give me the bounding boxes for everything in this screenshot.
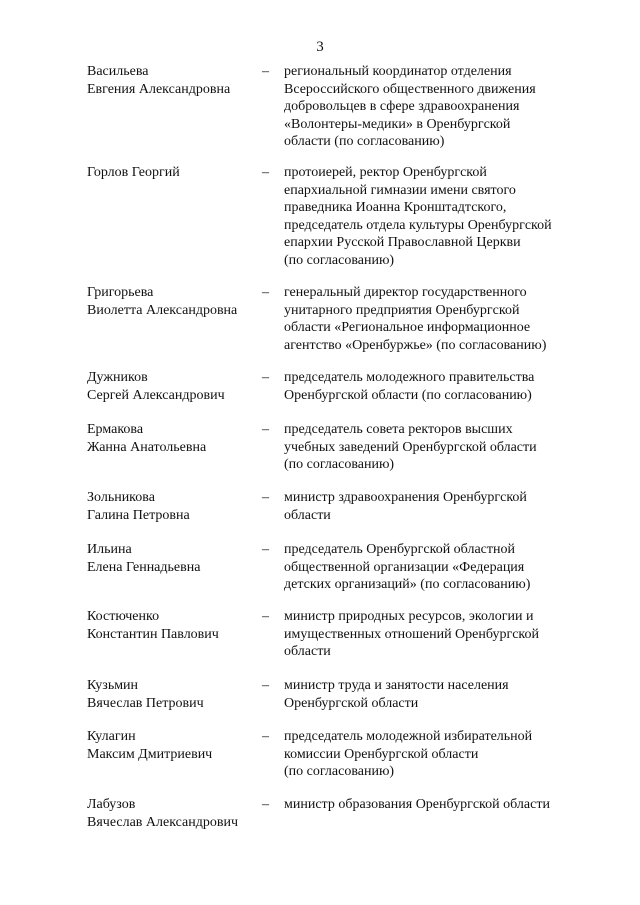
member-surname: Ильина [87, 542, 132, 557]
member-position [284, 164, 584, 269]
member-surname: Костюченко [87, 609, 160, 624]
member-name [87, 421, 257, 456]
position-line: епархии Русской Православной Церкви [284, 235, 521, 250]
member-surname: Васильева [87, 64, 149, 79]
member-name [87, 608, 257, 643]
position-line: области [284, 507, 331, 523]
member-position [284, 284, 584, 354]
member-full-name: Горлов Георгий [87, 165, 180, 180]
dash-separator: – [262, 797, 269, 812]
member-given-names: Виолетта Александровна [87, 302, 238, 318]
position-line: министр природных ресурсов, экологии и [284, 609, 534, 624]
position-line: председатель отдела культуры Оренбургской [284, 217, 552, 233]
position-line: добровольцев в сфере здравоохранения [284, 99, 520, 114]
member-given-names: Константин Павлович [87, 626, 219, 642]
dash-separator: – [262, 285, 269, 300]
position-line: министр труда и занятости населения [284, 678, 509, 693]
member-position [284, 489, 584, 524]
dash-separator: – [262, 64, 269, 79]
position-line: «Волонтеры-медики» в Оренбургской [284, 116, 511, 132]
member-surname: Зольникова [87, 490, 155, 505]
position-line: Всероссийского общественного движения [284, 81, 536, 97]
member-name [87, 63, 257, 98]
member-surname: Лабузов [87, 797, 136, 812]
position-line: области «Региональное информационное [284, 320, 531, 335]
member-name [87, 284, 257, 319]
member-given-names: Вячеслав Петрович [87, 695, 204, 711]
position-line: учебных заведений Оренбургской области [284, 439, 537, 455]
position-line: имущественных отношений Оренбургской [284, 626, 540, 642]
member-surname: Ермакова [87, 422, 144, 437]
position-line: председатель Оренбургской областной [284, 542, 515, 557]
member-surname: Григорьева [87, 285, 154, 300]
position-line: (по согласованию) [284, 457, 395, 472]
dash-separator: – [262, 370, 269, 385]
dash-separator: – [262, 729, 269, 744]
position-line: епархиальной гимназии имени святого [284, 182, 516, 198]
member-name [87, 796, 257, 831]
position-line: министр здравоохранения Оренбургской [284, 490, 527, 505]
dash-separator: – [262, 490, 269, 505]
position-line: региональный координатор отделения [284, 64, 512, 79]
member-name [87, 728, 257, 763]
position-line: комиссии Оренбургской области [284, 746, 479, 762]
member-position [284, 541, 584, 594]
position-line: Оренбургской области (по согласованию) [284, 387, 532, 403]
position-line: общественной организации «Федерация [284, 559, 525, 575]
position-line: праведника Иоанна Кронштадтского, [284, 200, 507, 215]
member-name [87, 369, 257, 404]
member-name [87, 164, 257, 182]
position-line: министр образования Оренбургской области [284, 797, 550, 812]
position-line: председатель молодежной избирательной [284, 729, 533, 744]
member-given-names: Галина Петровна [87, 507, 190, 523]
dash-separator: – [262, 422, 269, 437]
member-given-names: Елена Геннадьевна [87, 559, 201, 575]
member-position [284, 728, 584, 781]
position-line: детских организаций» (по согласованию) [284, 577, 531, 592]
dash-separator: – [262, 165, 269, 180]
member-given-names: Вячеслав Александрович [87, 814, 239, 830]
member-position [284, 677, 584, 712]
position-line: председатель совета ректоров высших [284, 422, 513, 437]
position-line: (по согласованию) [284, 252, 395, 268]
member-name [87, 677, 257, 712]
member-position [284, 796, 584, 814]
member-position [284, 608, 584, 661]
position-line: генеральный директор государственного [284, 285, 527, 300]
position-line: (по согласованию) [284, 764, 395, 779]
member-given-names: Жанна Анатольевна [87, 439, 207, 455]
member-surname: Дужников [87, 370, 148, 385]
position-line: области (по согласованию) [284, 134, 445, 149]
position-line: унитарного предприятия Оренбургской [284, 302, 520, 318]
member-given-names: Максим Дмитриевич [87, 746, 213, 762]
position-line: председатель молодежного правительства [284, 370, 535, 385]
member-position [284, 421, 584, 474]
member-name [87, 489, 257, 524]
position-line: Оренбургской области [284, 695, 419, 711]
member-surname: Кулагин [87, 729, 136, 744]
dash-separator: – [262, 609, 269, 624]
member-position [284, 369, 584, 404]
dash-separator: – [262, 678, 269, 693]
dash-separator: – [262, 542, 269, 557]
position-line: области [284, 644, 331, 659]
member-surname: Кузьмин [87, 678, 139, 693]
position-line: протоиерей, ректор Оренбургской [284, 165, 487, 180]
member-given-names: Сергей Александрович [87, 387, 225, 403]
member-name [87, 541, 257, 576]
member-position [284, 63, 584, 151]
position-line: агентство «Оренбуржье» (по согласованию) [284, 337, 547, 353]
page-number: 3 [316, 39, 324, 55]
member-given-names: Евгения Александровна [87, 81, 231, 97]
